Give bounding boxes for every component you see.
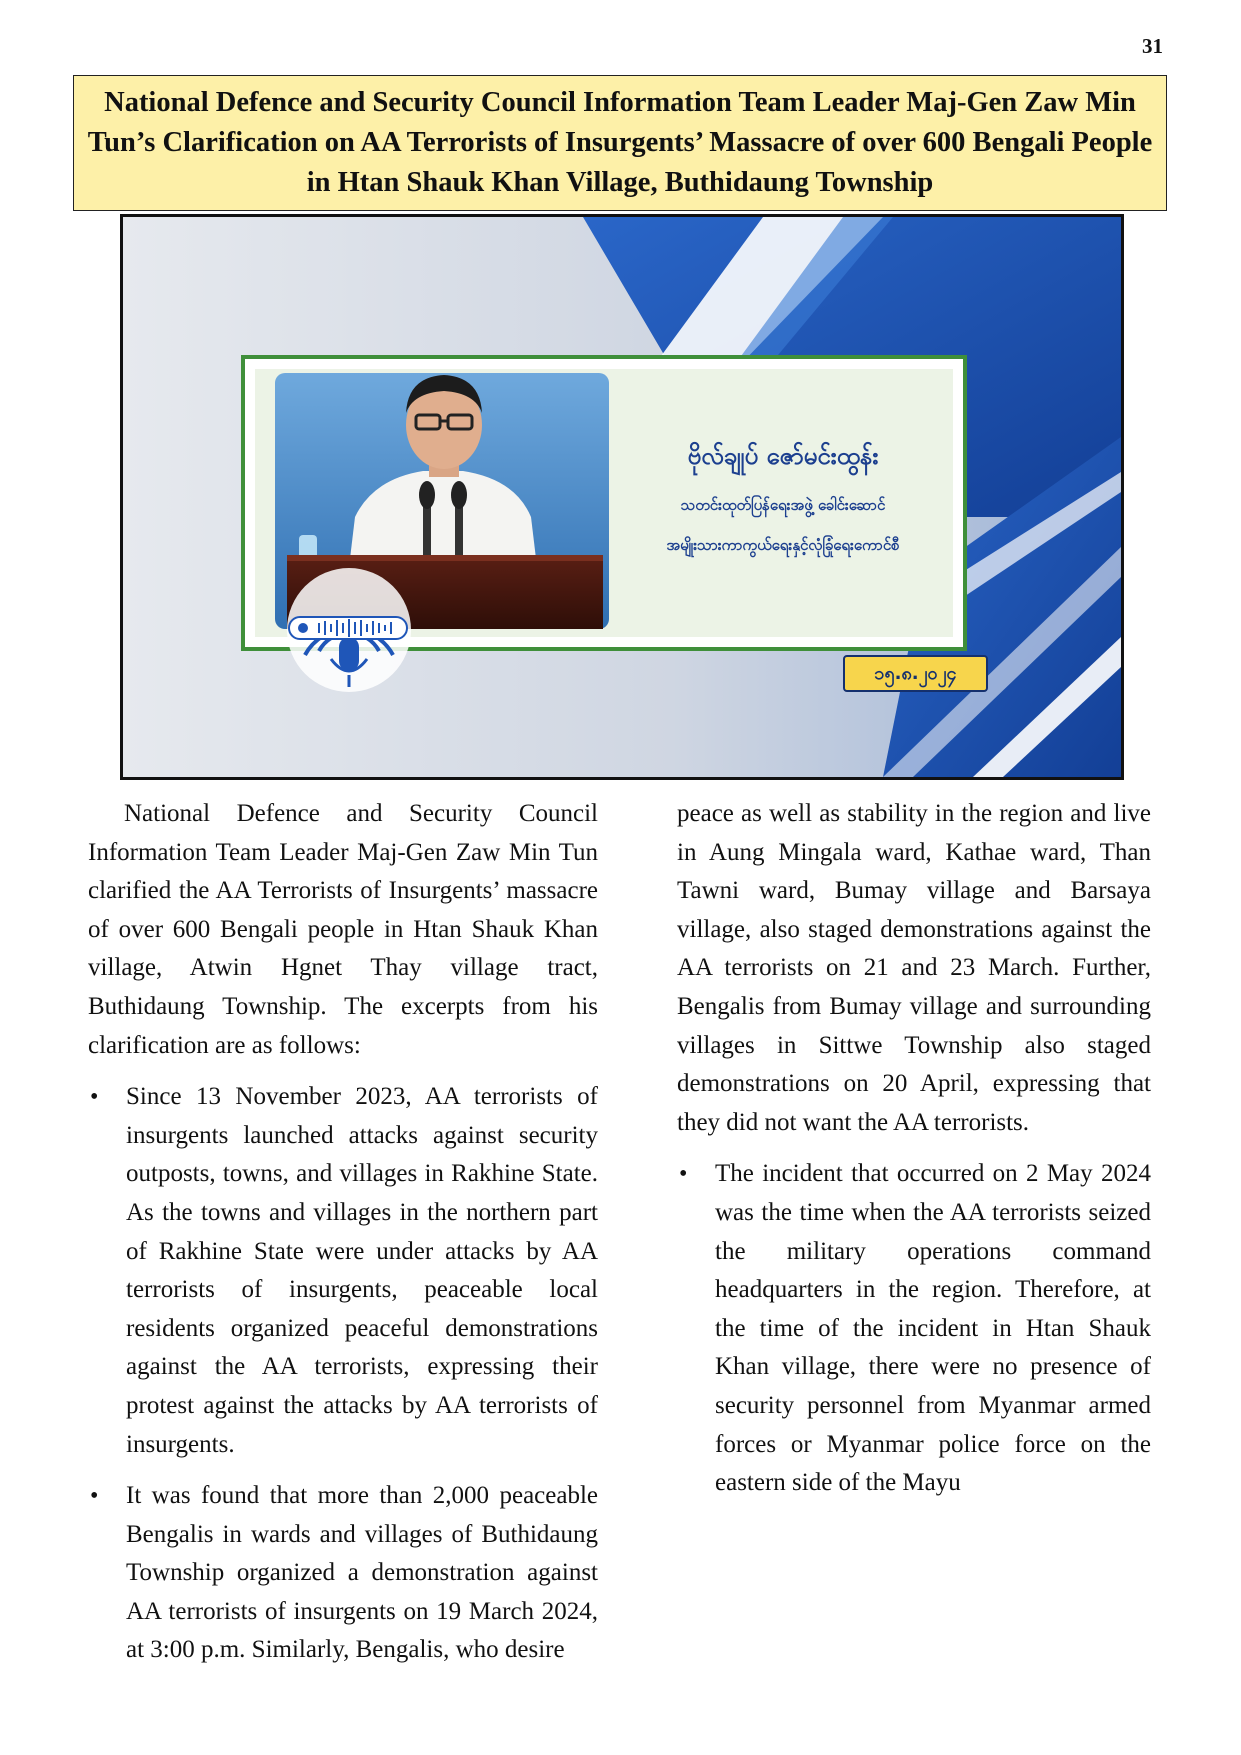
date-tag: ၁၅.၈.၂၀၂၄ (843, 655, 988, 692)
title-box (73, 75, 1167, 211)
speaker-caption (563, 440, 1003, 558)
bullet-item: • The incident that occurred on 2 May 2024 was the time when the AA terrorists seized the military operations command headquarters in the region. Therefore, at the time of the incident in Htan Shauk Khan village, there were no presence of security personnel from Myanmar armed forces or Myanmar police force on the eastern side of the Mayu (677, 1155, 1151, 1502)
bullet-list-left (88, 1078, 598, 1670)
article-title: National Defence and Security Council Information Team Leader Maj-Gen Zaw Min Tun’s Clarification on AA Terrorists of Insurgents’ Massacre of over 600 Bengali People in Htan Shauk Khan Village, Buthidaung Township (87, 87, 1153, 198)
page-number: 31 (1142, 34, 1163, 58)
news-photo (120, 214, 1124, 780)
bullet-list-right (677, 1155, 1151, 1502)
bullet-item: • It was found that more than 2,000 peaceable Bengalis in wards and villages of Buthidaung Township organized a demonstration against AA terrorists of insurgents on 19 March 2024, at 3:00 p.m. Similarly, Bengalis, who desire (88, 1477, 598, 1670)
speaker-role: သတင်းထုတ်ပြန်ရေးအဖွဲ့ ခေါင်းဆောင် (680, 496, 886, 514)
bullet-item: • Since 13 November 2023, AA terrorists of insurgents launched attacks against security outposts, towns, and villages in Rakhine State. As the towns and villages in the northern part of Rakhine State were under attacks by AA terrorists of insurgents, peaceable local residents organized peaceful demonstrations against the AA terrorists, expressing their protest against the attacks by AA terrorists of insurgents. (88, 1078, 598, 1464)
speaker-name: ဗိုလ်ချုပ် ဇော်မင်းထွန်း (687, 442, 879, 470)
left-column (88, 795, 598, 1670)
right-column (677, 795, 1151, 1503)
speaker-organization: အမျိုးသားကာကွယ်ရေးနှင့်လုံခြုံရေးကောင်စီ (666, 536, 900, 554)
bullet-continuation: peace as well as stability in the region and live in Aung Mingala ward, Kathae ward, Than Tawni ward, Bumay village and Barsaya village, also staged demonstrations against the AA terrorists on 21 and 23 March. Further, Bengalis from Bumay village and surrounding villages in Sittwe Township also staged demonstrations on 20 April, expressing that they did not want the AA terrorists. (677, 800, 1151, 1136)
intro-paragraph: National Defence and Security Council Information Team Leader Maj-Gen Zaw Min Tun clarified the AA Terrorists of Insurgents’ massacre of over 600 Bengali people in Htan Shauk Khan village, Atwin Hgnet Thay village tract, Buthidaung Township. The excerpts from his clarification are as follows: (88, 800, 598, 1059)
